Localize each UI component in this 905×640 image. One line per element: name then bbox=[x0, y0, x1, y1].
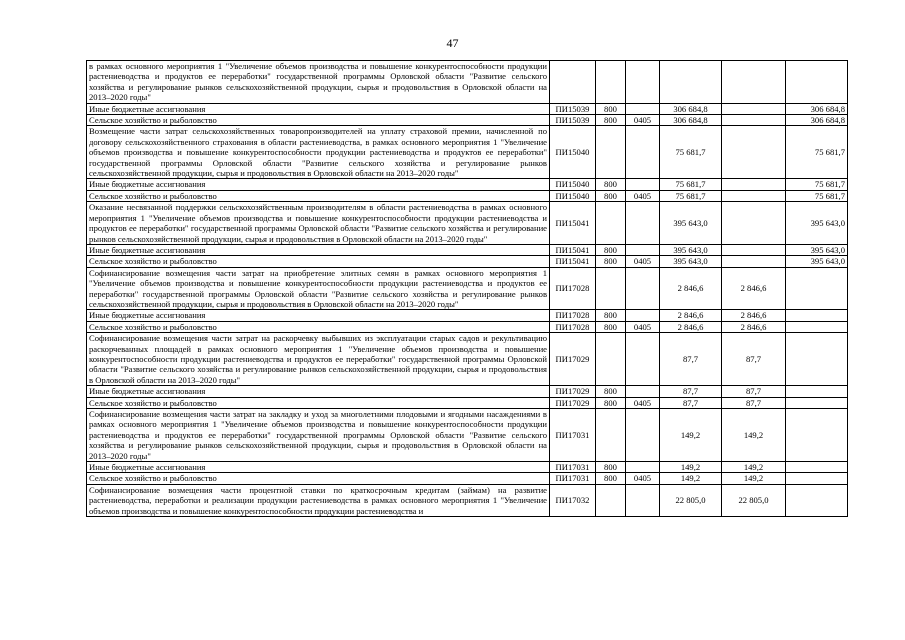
item-name-cell: Иные бюджетные ассигнования bbox=[87, 244, 550, 255]
item-name-cell: Иные бюджетные ассигнования bbox=[87, 103, 550, 114]
amount-regional-cell bbox=[722, 202, 786, 245]
amount-regional-cell: 149,2 bbox=[722, 409, 786, 462]
amount-total-cell bbox=[660, 61, 722, 104]
section-cell bbox=[626, 202, 660, 245]
amount-regional-cell bbox=[722, 103, 786, 114]
section-cell bbox=[626, 179, 660, 190]
section-cell: 0405 bbox=[626, 321, 660, 332]
target-code-cell: ПИ17032 bbox=[550, 484, 596, 516]
expense-type-cell: 800 bbox=[596, 115, 626, 126]
amount-federal-cell: 75 681,7 bbox=[786, 126, 848, 179]
amount-federal-cell bbox=[786, 462, 848, 473]
amount-regional-cell bbox=[722, 179, 786, 190]
section-cell bbox=[626, 244, 660, 255]
amount-federal-cell bbox=[786, 473, 848, 484]
item-name-cell: Иные бюджетные ассигнования bbox=[87, 310, 550, 321]
amount-regional-cell: 149,2 bbox=[722, 462, 786, 473]
amount-total-cell: 306 684,8 bbox=[660, 115, 722, 126]
amount-total-cell: 395 643,0 bbox=[660, 244, 722, 255]
item-name-cell: Софинансирование возмещения части затрат на приобретение элитных семян в рамках основного мероприятия 1 "Увеличение объемов производства и повышение конкурентоспособности продукции растениеводства и продуктов ее переработки" государственной программы Орловской области "Развитие сельского хозяйства и регулирование рынков сельскохозяйственной продукции, сырья и продовольствия в Орловской области на 2013–2020 годы" bbox=[87, 267, 550, 310]
item-name-cell: Сельское хозяйство и рыболовство bbox=[87, 190, 550, 201]
amount-regional-cell: 22 805,0 bbox=[722, 484, 786, 516]
table-body bbox=[87, 61, 848, 517]
amount-federal-cell bbox=[786, 386, 848, 397]
target-code-cell: ПИ17031 bbox=[550, 462, 596, 473]
section-cell bbox=[626, 310, 660, 321]
table-row bbox=[87, 321, 848, 332]
target-code-cell: ПИ15040 bbox=[550, 190, 596, 201]
expense-type-cell bbox=[596, 333, 626, 386]
amount-total-cell: 149,2 bbox=[660, 462, 722, 473]
amount-federal-cell bbox=[786, 484, 848, 516]
section-cell: 0405 bbox=[626, 115, 660, 126]
expense-type-cell bbox=[596, 126, 626, 179]
item-name-cell: Софинансирование возмещения части затрат на закладку и уход за многолетними плодовыми и ягодными насаждениями в рамках основного мероприятия 1 "Увеличение объемов производства и повышение конкурентоспособности продукции растениеводства и продуктов ее переработки" государственной программы Орловской области "Развитие сельского хозяйства и регулирование рынков сельскохозяйственной продукции, сырья и продовольствия в Орловской области на 2013–2020 годы" bbox=[87, 409, 550, 462]
section-cell bbox=[626, 484, 660, 516]
section-cell bbox=[626, 386, 660, 397]
table-row bbox=[87, 126, 848, 179]
amount-total-cell: 87,7 bbox=[660, 333, 722, 386]
item-name-cell: Сельское хозяйство и рыболовство bbox=[87, 256, 550, 267]
expense-type-cell: 800 bbox=[596, 256, 626, 267]
amount-total-cell: 22 805,0 bbox=[660, 484, 722, 516]
item-name-cell: Сельское хозяйство и рыболовство bbox=[87, 473, 550, 484]
table-row bbox=[87, 473, 848, 484]
expense-type-cell bbox=[596, 484, 626, 516]
expense-type-cell bbox=[596, 61, 626, 104]
target-code-cell: ПИ15039 bbox=[550, 103, 596, 114]
target-code-cell bbox=[550, 61, 596, 104]
amount-total-cell: 395 643,0 bbox=[660, 202, 722, 245]
section-cell bbox=[626, 462, 660, 473]
item-name-cell: в рамках основного мероприятия 1 "Увеличение объемов производства и повышение конкурентоспособности продукции растениеводства и продуктов ее переработки" государственной программы Орловской области "Развитие сельского хозяйства и регулирование рынков сельскохозяйственной продукции, сырья и продовольствия в Орловской области на 2013–2020 годы" bbox=[87, 61, 550, 104]
amount-regional-cell: 87,7 bbox=[722, 333, 786, 386]
amount-regional-cell: 149,2 bbox=[722, 473, 786, 484]
amount-regional-cell bbox=[722, 126, 786, 179]
target-code-cell: ПИ17031 bbox=[550, 409, 596, 462]
amount-regional-cell bbox=[722, 190, 786, 201]
expense-type-cell: 800 bbox=[596, 179, 626, 190]
target-code-cell: ПИ15041 bbox=[550, 202, 596, 245]
target-code-cell: ПИ15041 bbox=[550, 256, 596, 267]
expense-type-cell: 800 bbox=[596, 190, 626, 201]
expense-type-cell: 800 bbox=[596, 462, 626, 473]
section-cell: 0405 bbox=[626, 256, 660, 267]
section-cell bbox=[626, 126, 660, 179]
target-code-cell: ПИ17028 bbox=[550, 267, 596, 310]
table-row bbox=[87, 256, 848, 267]
amount-regional-cell: 2 846,6 bbox=[722, 267, 786, 310]
budget-table bbox=[86, 60, 848, 517]
section-cell bbox=[626, 61, 660, 104]
target-code-cell: ПИ15039 bbox=[550, 115, 596, 126]
target-code-cell: ПИ15041 bbox=[550, 244, 596, 255]
target-code-cell: ПИ17029 bbox=[550, 386, 596, 397]
table-row bbox=[87, 386, 848, 397]
amount-federal-cell bbox=[786, 321, 848, 332]
expense-type-cell: 800 bbox=[596, 321, 626, 332]
amount-total-cell: 75 681,7 bbox=[660, 126, 722, 179]
amount-regional-cell: 2 846,6 bbox=[722, 310, 786, 321]
expense-type-cell: 800 bbox=[596, 244, 626, 255]
amount-total-cell: 2 846,6 bbox=[660, 267, 722, 310]
amount-federal-cell: 75 681,7 bbox=[786, 179, 848, 190]
table-row bbox=[87, 267, 848, 310]
item-name-cell: Сельское хозяйство и рыболовство bbox=[87, 397, 550, 408]
amount-federal-cell bbox=[786, 61, 848, 104]
section-cell bbox=[626, 333, 660, 386]
amount-total-cell: 149,2 bbox=[660, 409, 722, 462]
section-cell: 0405 bbox=[626, 190, 660, 201]
item-name-cell: Возмещение части затрат сельскохозяйственных товаропроизводителей на уплату страховой премии, начисленной по договору сельскохозяйственного страхования в области растениеводства, в рамках основного мероприятия 1 "Увеличение объемов производства и повышение конкурентоспособности продукции растениеводства и продуктов ее переработки" государственной программы Орловской области "Развитие сельского хозяйства и регулирование рынков сельскохозяйственной продукции, сырья и продовольствия в Орловской области на 2013–2020 годы" bbox=[87, 126, 550, 179]
table-row bbox=[87, 179, 848, 190]
target-code-cell: ПИ17028 bbox=[550, 310, 596, 321]
table-row bbox=[87, 484, 848, 516]
expense-type-cell bbox=[596, 202, 626, 245]
item-name-cell: Софинансирование возмещения части затрат на раскорчевку выбывших из эксплуатации старых садов и рекультивацию раскорчеванных площадей в рамках основного мероприятия 1 "Увеличение объемов производства и повышение конкурентоспособности продукции растениеводства и продуктов ее переработки" государственной программы Орловской области "Развитие сельского хозяйства и регулирование рынков сельскохозяйственной продукции, сырья и продовольствия в Орловской области на 2013–2020 годы" bbox=[87, 333, 550, 386]
amount-federal-cell: 395 643,0 bbox=[786, 256, 848, 267]
section-cell bbox=[626, 267, 660, 310]
table-row bbox=[87, 310, 848, 321]
item-name-cell: Иные бюджетные ассигнования bbox=[87, 179, 550, 190]
amount-federal-cell bbox=[786, 397, 848, 408]
expense-type-cell: 800 bbox=[596, 473, 626, 484]
expense-type-cell: 800 bbox=[596, 397, 626, 408]
table-row bbox=[87, 397, 848, 408]
section-cell: 0405 bbox=[626, 397, 660, 408]
item-name-cell: Оказание несвязанной поддержки сельскохозяйственным производителям в области растениеводства в рамках основного мероприятия 1 "Увеличение объемов производства и повышение конкурентоспособности продукции растениеводства и продуктов ее переработки" государственной программы Орловской области "Развитие сельского хозяйства и регулирование рынков сельскохозяйственной продукции, сырья и продовольствия в Орловской области на 2013–2020 годы" bbox=[87, 202, 550, 245]
amount-regional-cell: 87,7 bbox=[722, 397, 786, 408]
amount-total-cell: 75 681,7 bbox=[660, 179, 722, 190]
item-name-cell: Сельское хозяйство и рыболовство bbox=[87, 321, 550, 332]
item-name-cell: Иные бюджетные ассигнования bbox=[87, 386, 550, 397]
section-cell bbox=[626, 103, 660, 114]
amount-total-cell: 2 846,6 bbox=[660, 321, 722, 332]
table-row bbox=[87, 244, 848, 255]
expense-type-cell: 800 bbox=[596, 386, 626, 397]
amount-regional-cell: 87,7 bbox=[722, 386, 786, 397]
amount-federal-cell bbox=[786, 267, 848, 310]
table-row bbox=[87, 61, 848, 104]
amount-total-cell: 87,7 bbox=[660, 386, 722, 397]
target-code-cell: ПИ17031 bbox=[550, 473, 596, 484]
expense-type-cell bbox=[596, 267, 626, 310]
amount-total-cell: 75 681,7 bbox=[660, 190, 722, 201]
table-row bbox=[87, 190, 848, 201]
amount-federal-cell: 75 681,7 bbox=[786, 190, 848, 201]
item-name-cell: Иные бюджетные ассигнования bbox=[87, 462, 550, 473]
table-row bbox=[87, 333, 848, 386]
expense-type-cell: 800 bbox=[596, 103, 626, 114]
expense-type-cell: 800 bbox=[596, 310, 626, 321]
expense-type-cell bbox=[596, 409, 626, 462]
table-row bbox=[87, 202, 848, 245]
table-row bbox=[87, 115, 848, 126]
amount-regional-cell bbox=[722, 244, 786, 255]
target-code-cell: ПИ17029 bbox=[550, 397, 596, 408]
item-name-cell: Софинансирование возмещения части процентной ставки по краткосрочным кредитам (займам) на развитие растениеводства, переработки и реализации продукции растениеводства в рамках основного мероприятия 1 "Увеличение объемов производства и повышение конкурентоспособности продукции растениеводства и bbox=[87, 484, 550, 516]
amount-federal-cell bbox=[786, 310, 848, 321]
amount-regional-cell bbox=[722, 61, 786, 104]
item-name-cell: Сельское хозяйство и рыболовство bbox=[87, 115, 550, 126]
target-code-cell: ПИ15040 bbox=[550, 179, 596, 190]
amount-total-cell: 149,2 bbox=[660, 473, 722, 484]
amount-federal-cell: 395 643,0 bbox=[786, 244, 848, 255]
page-number: 47 bbox=[446, 36, 459, 50]
amount-total-cell: 87,7 bbox=[660, 397, 722, 408]
table-row bbox=[87, 462, 848, 473]
amount-federal-cell: 395 643,0 bbox=[786, 202, 848, 245]
amount-total-cell: 306 684,8 bbox=[660, 103, 722, 114]
amount-federal-cell: 306 684,8 bbox=[786, 103, 848, 114]
table-row bbox=[87, 103, 848, 114]
section-cell bbox=[626, 409, 660, 462]
amount-regional-cell bbox=[722, 256, 786, 267]
target-code-cell: ПИ15040 bbox=[550, 126, 596, 179]
target-code-cell: ПИ17029 bbox=[550, 333, 596, 386]
amount-regional-cell bbox=[722, 115, 786, 126]
target-code-cell: ПИ17028 bbox=[550, 321, 596, 332]
amount-total-cell: 395 643,0 bbox=[660, 256, 722, 267]
amount-regional-cell: 2 846,6 bbox=[722, 321, 786, 332]
amount-federal-cell: 306 684,8 bbox=[786, 115, 848, 126]
amount-federal-cell bbox=[786, 333, 848, 386]
section-cell: 0405 bbox=[626, 473, 660, 484]
table-row bbox=[87, 409, 848, 462]
amount-federal-cell bbox=[786, 409, 848, 462]
amount-total-cell: 2 846,6 bbox=[660, 310, 722, 321]
